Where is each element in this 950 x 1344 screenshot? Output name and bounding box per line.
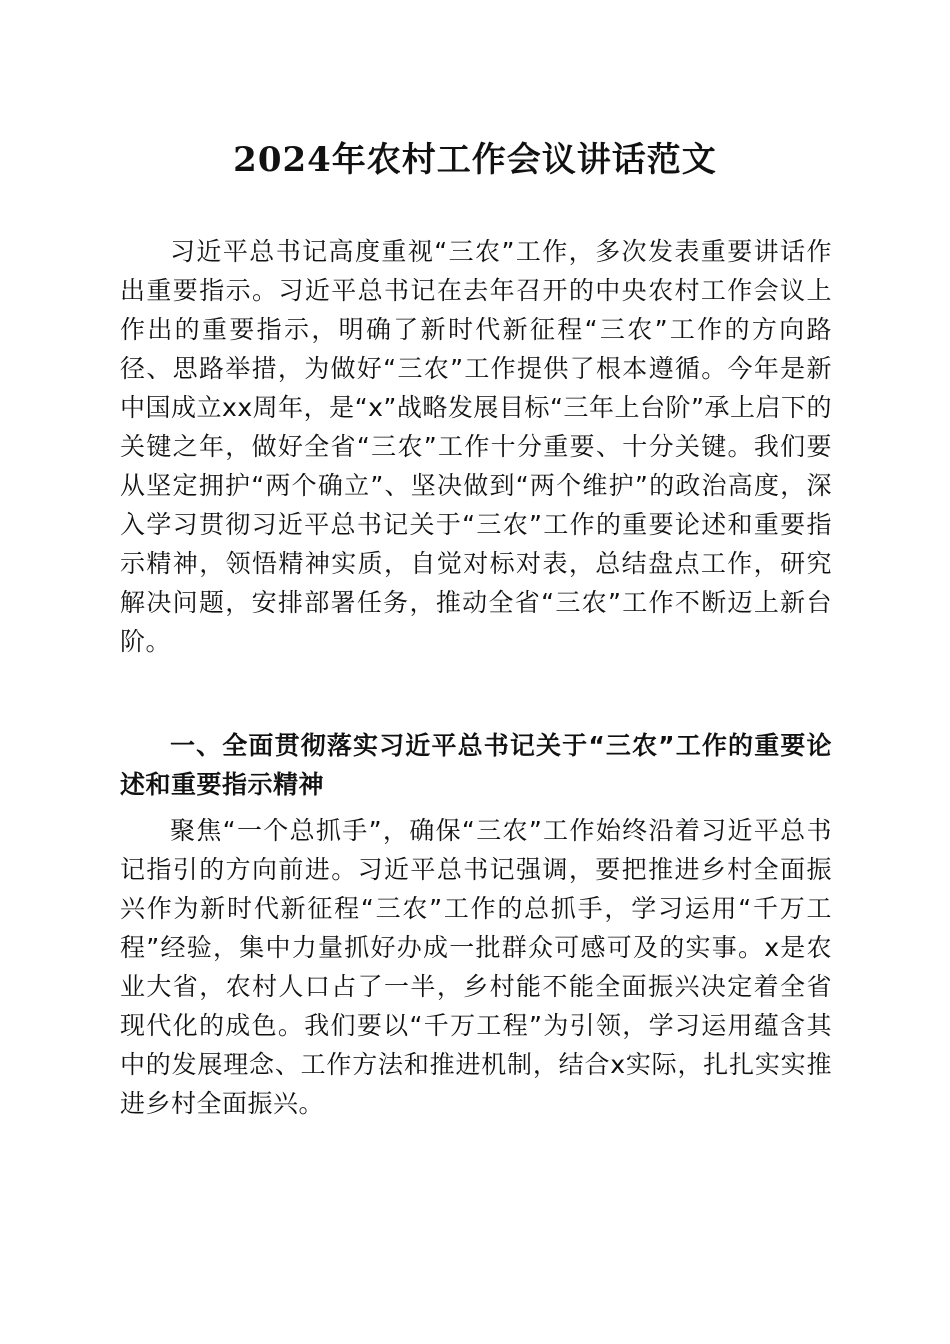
document-title: 2024年农村工作会议讲话范文 xyxy=(233,140,717,180)
intro-paragraph: 习近平总书记高度重视“三农”工作，多次发表重要讲话作出重要指示。习近平总书记在去年召开的中央农村工作会议上作出的重要指示，明确了新时代新征程“三农”工作的方向路径、思路举措，为做好“三农”工作提供了根本遵循。今年是新中国成立xx周年，是“x”战略发展目标“三年上台阶”承上启下的关键之年，做好全省“三农”工作十分重要、十分关键。我们要从坚定拥护“两个确立”、坚决做到“两个维护”的政治高度，深入学习贯彻习近平总书记关于“三农”工作的重要论述和重要指示精神，领悟精神实质，自觉对标对表，总结盘点工作，研究解决问题，安排部署任务，推动全省“三农”工作不断迈上新台阶。 xyxy=(120,237,832,656)
section-heading: 一、全面贯彻落实习近平总书记关于“三农”工作的重要论述和重要指示精神 xyxy=(120,731,832,799)
section-paragraph: 聚焦“一个总抓手”，确保“三农”工作始终沿着习近平总书记指引的方向前进。习近平总书记强调，要把推进乡村全面振兴作为新时代新征程“三农”工作的总抓手，学习运用“千万工程”经验，集中力量抓好办成一批群众可感可及的实事。x是农业大省，农村人口占了一半，乡村能不能全面振兴决定着全省现代化的成色。我们要以“千万工程”为引领，学习运用蕴含其中的发展理念、工作方法和推进机制，结合x实际，扎扎实实推进乡村全面振兴。 xyxy=(120,816,832,1118)
